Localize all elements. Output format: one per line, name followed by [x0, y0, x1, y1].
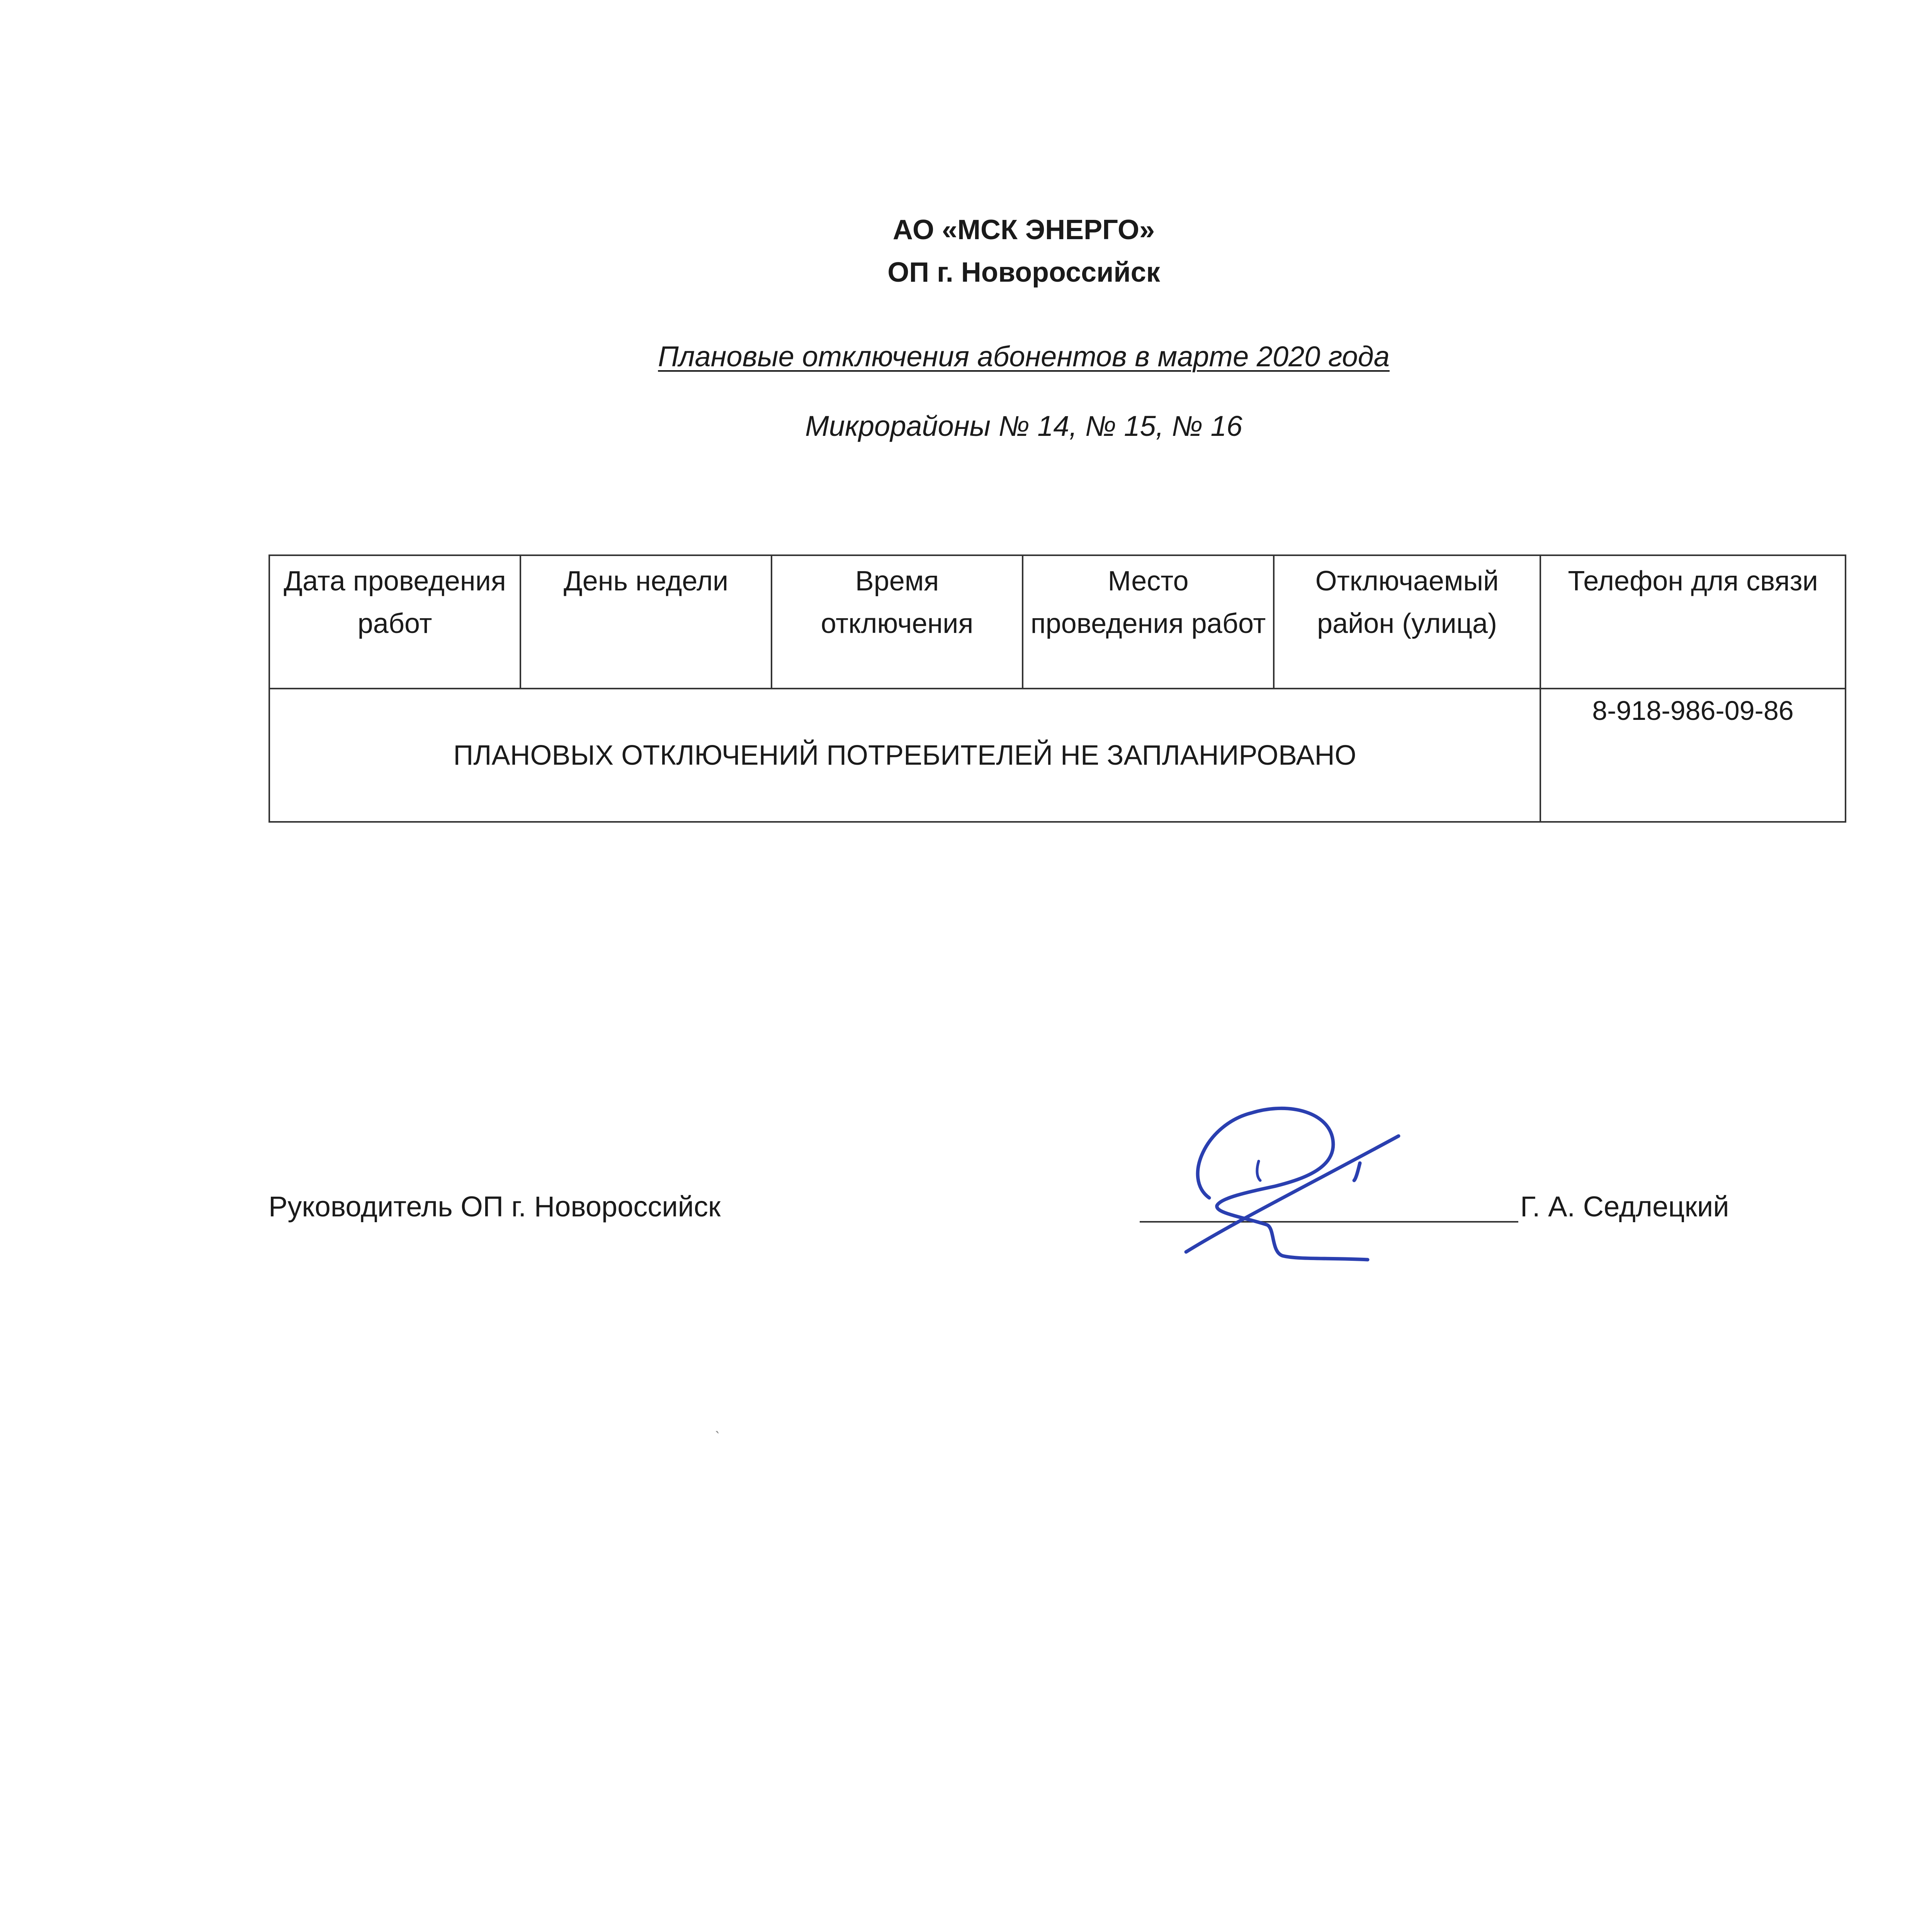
signature-block	[269, 1182, 1852, 1260]
contact-phone: 8-918-986-09-86	[1540, 689, 1846, 822]
signature-stroke	[1257, 1161, 1260, 1180]
handwritten-signature	[1159, 1090, 1429, 1291]
districts-line: Микрорайоны № 14, № 15, № 16	[805, 410, 1242, 442]
signer-position: Руководитель ОП г. Новороссийск	[269, 1190, 721, 1223]
signature-stroke	[1354, 1163, 1360, 1180]
table-row	[269, 689, 1846, 822]
no-outages-notice: ПЛАНОВЫХ ОТКЛЮЧЕНИЙ ПОТРЕБИТЕЛЕЙ НЕ ЗАПЛАНИРОВАНО	[269, 689, 1540, 822]
column-header-area: Отключаемый район (улица)	[1274, 555, 1540, 689]
document-title: Плановые отключения абонентов в марте 2020 года	[658, 340, 1390, 372]
outage-schedule-table	[269, 554, 1846, 823]
column-header-time: Время отключения	[772, 555, 1023, 689]
division-name: ОП г. Новороссийск	[887, 257, 1160, 288]
column-header-phone: Телефон для связи	[1540, 555, 1846, 689]
column-header-date: Дата проведения работ	[269, 555, 520, 689]
column-header-location: Место проведения работ	[1023, 555, 1274, 689]
signer-name: Г. А. Седлецкий	[1520, 1190, 1729, 1223]
scan-speck: ˴	[715, 1422, 720, 1439]
column-header-weekday: День недели	[520, 555, 772, 689]
signature-stroke	[1198, 1108, 1368, 1260]
document-header	[0, 209, 1917, 294]
signature-stroke	[1186, 1136, 1399, 1252]
table-header-row	[269, 555, 1846, 689]
organization-name: АО «МСК ЭНЕРГО»	[892, 214, 1155, 245]
